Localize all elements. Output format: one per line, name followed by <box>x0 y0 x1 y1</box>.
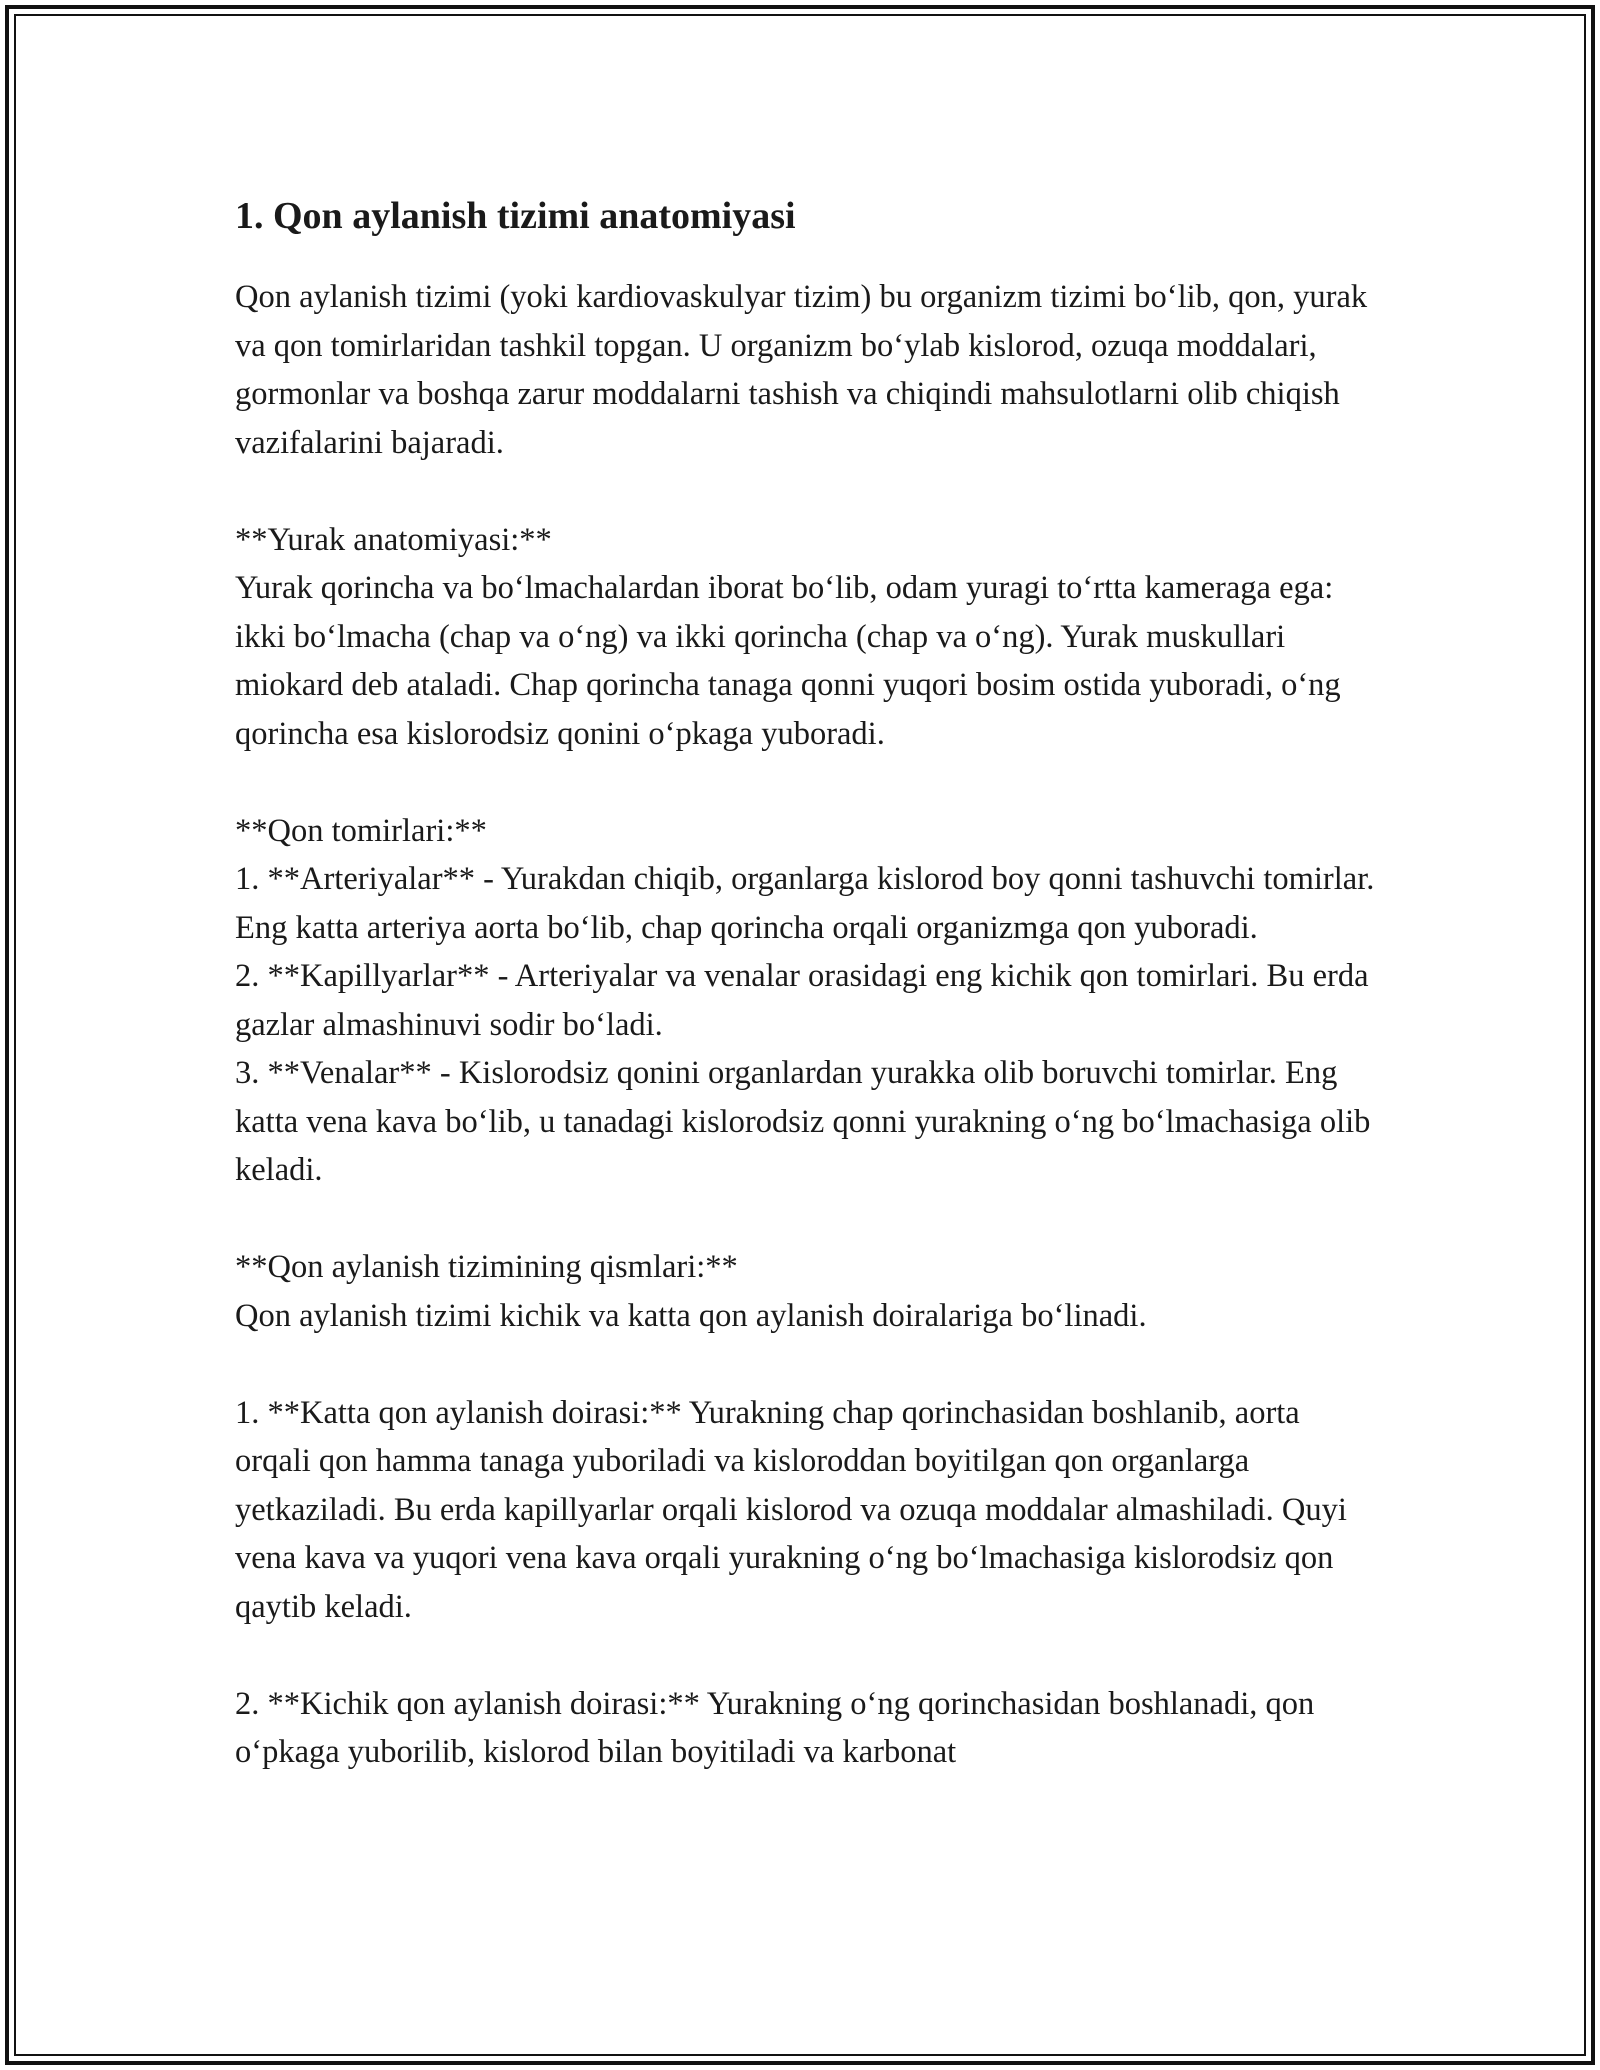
vessels-item-veins: 3. **Venalar** - Kislorodsiz qonini organlardan yurakka olib boruvchi tomirlar. Eng katta vena kava bo‘lib, u tanadagi kislorodsiz qonni yurakning o‘ng bo‘lmachasiga olib keladi. <box>235 1055 1371 1188</box>
vessels-heading: **Qon tomirlari:** <box>235 812 487 849</box>
vessels-item-capillaries: 2. **Kapillyarlar** - Arteriyalar va venalar orasidagi eng kichik qon tomirlari. Bu erda gazlar almashinuvi sodir bo‘ladi. <box>235 958 1369 1043</box>
heart-paragraph: Yurak qorincha va bo‘lmachalardan iborat bo‘lib, odam yuragi to‘rtta kameraga ega: ikki bo‘lmacha (chap va o‘ng) va ikki qorincha (chap va o‘ng). Yurak muskullari miokard deb ataladi. Chap qorincha tanaga qonni yuqori bosim ostida yuboradi, o‘ng qorincha esa kislorodsiz qonini o‘pkaga yuboradi. <box>235 570 1341 752</box>
document-body <box>235 186 1375 1777</box>
intro-paragraph: Qon aylanish tizimi (yoki kardiovaskulyar tizim) bu organizm tizimi bo‘lib, qon, yurak va qon tomirlaridan tashkil topgan. U organizm bo‘ylab kislorod, ozuqa moddalari, gormonlar va boshqa zarur moddalarni tashish va chiqindi mahsulotlarni olib chiqish vazifalarini bajaradi. <box>235 279 1368 461</box>
parts-paragraph: Qon aylanish tizimi kichik va katta qon aylanish doiralariga bo‘linadi. <box>235 1297 1147 1334</box>
parts-heading: **Qon aylanish tizimining qismlari:** <box>235 1249 738 1285</box>
vessels-item-arteries: 1. **Arteriyalar** - Yurakdan chiqib, organlarga kislorod boy qonni tashuvchi tomirlar. Eng katta arteriya aorta bo‘lib, chap qorincha orqali organizmga qon yuboradi. <box>235 861 1375 946</box>
circulation-small-paragraph: 2. **Kichik qon aylanish doirasi:** Yurakning o‘ng qorinchasidan boshlanadi, qon o‘pkaga yuborilib, kislorod bilan boyitiladi va karbonat <box>235 1685 1315 1770</box>
circulation-big-paragraph: 1. **Katta qon aylanish doirasi:** Yurakning chap qorinchasidan boshlanib, aorta orqali qon hamma tanaga yuboriladi va kisloroddan boyitilgan qon organlarga yetkaziladi. Bu erda kapillyarlar orqali kislorod va ozuqa moddalar almashiladi. Quyi vena kava va yuqori vena kava orqali yurakning o‘ng bo‘lmachasiga kislorodsiz qon qaytib keladi. <box>235 1394 1347 1625</box>
heart-heading: **Yurak anatomiyasi:** <box>235 521 552 558</box>
document-title: 1. Qon aylanish tizimi anatomiyasi <box>235 195 796 237</box>
